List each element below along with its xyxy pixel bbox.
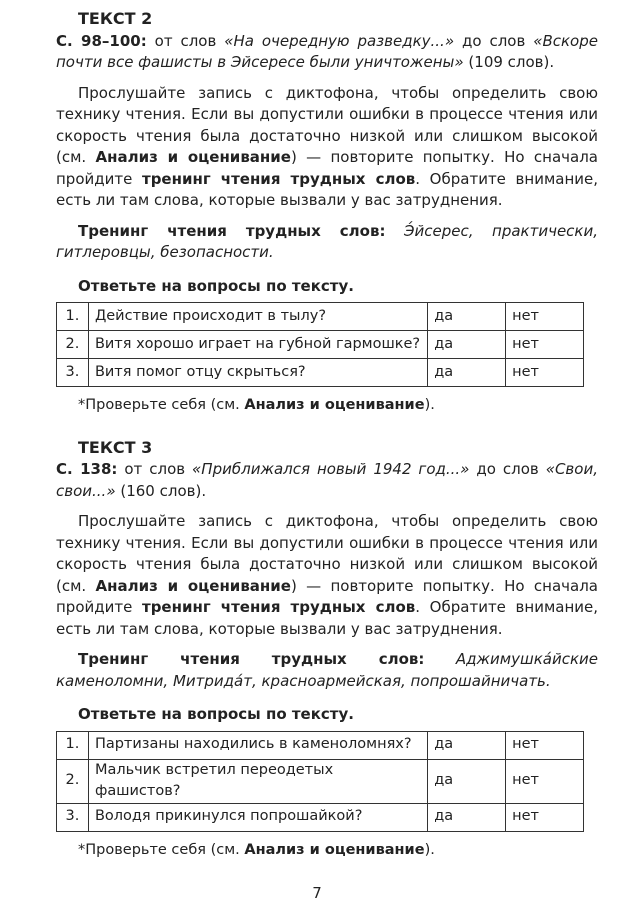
ref-count: (109 слов). (468, 53, 555, 71)
question-number: 3. (57, 803, 89, 831)
question-number: 1. (57, 731, 89, 759)
answer-no[interactable]: нет (506, 803, 584, 831)
question-number: 2. (57, 759, 89, 803)
table-row (57, 359, 584, 387)
para-text: . Обратите внимание, есть ли там слова, которые вызвали у вас затруднения. (56, 169, 599, 209)
check-bold: Анализ и оценивание (244, 841, 425, 858)
para-text: Прослушайте запись с диктофона, чтобы определить свою технику чтения. Если вы допустили ошибки в процессе чтения или скорость чтения была достаточно низкой или слишком высокой (см. (56, 83, 598, 166)
ref-from: от слов (154, 31, 217, 50)
page-number: 7 (312, 884, 322, 902)
question-number: 2. (57, 331, 89, 359)
table-row (57, 303, 584, 331)
ref-end: «Свои, свои...» (56, 460, 598, 500)
para-text: ) — повторите попытку. Но сначала пройдите (56, 576, 598, 616)
answer-no[interactable]: нет (506, 303, 584, 331)
training-label: Тренинг чтения трудных слов: (78, 650, 425, 668)
questions-table (56, 302, 584, 387)
training-label: Тренинг чтения трудных слов: (78, 221, 386, 240)
answer-yes[interactable]: да (428, 303, 506, 331)
section-title: ТЕКСТ 3 (78, 437, 153, 457)
question-text: Володя прикинулся попрошайкой? (88, 803, 427, 831)
ref-to: до слов (462, 31, 526, 50)
ref-from: от слов (124, 460, 186, 478)
check-bold: Анализ и оценивание (244, 397, 425, 413)
check-text: ). (424, 397, 435, 413)
answer-yes[interactable]: да (428, 759, 506, 803)
question-text: Партизаны находились в каменоломнях? (88, 731, 427, 759)
table-row (57, 803, 584, 831)
section-text-2 (56, 8, 598, 417)
ref-page: С. 138: (56, 460, 118, 478)
answer-no[interactable]: нет (506, 359, 584, 387)
answer-yes[interactable]: да (428, 331, 506, 359)
self-check-note (56, 395, 598, 417)
ref-end: «Вскоре почти все фашисты в Эйсересе были уничтожены» (56, 31, 598, 71)
training-list: Э́йсерес, практически, гитлеровцы, безопасности. (56, 221, 598, 261)
para-bold: Анализ и оценивание (95, 148, 291, 166)
ref-count: (160 слов). (120, 481, 207, 500)
section-text-3 (56, 437, 598, 862)
training-words (56, 221, 598, 264)
training-list: Аджимушка́йские каменоломни, Митрида́т, красноармейская, попрошайничать. (56, 650, 598, 690)
table-row (57, 331, 584, 359)
check-text: *Проверьте себя (см. (78, 397, 245, 413)
ref-page: С. 98–100: (56, 31, 147, 50)
section-title: ТЕКСТ 2 (78, 9, 153, 28)
table-row (57, 759, 584, 803)
self-check-note (56, 840, 598, 862)
para-bold: тренинг чтения трудных слов (142, 598, 416, 616)
ref-start: «Приближался новый 1942 год...» (192, 460, 470, 478)
question-number: 3. (57, 359, 89, 387)
section-reference (56, 459, 598, 502)
ref-to: до слов (476, 460, 539, 478)
answer-yes[interactable]: да (428, 803, 506, 831)
training-words (56, 649, 598, 692)
questions-table (56, 731, 584, 832)
question-text: Витя помог отцу скрыться? (88, 359, 427, 387)
answer-yes[interactable]: да (428, 731, 506, 759)
para-bold: тренинг чтения трудных слов (142, 169, 416, 188)
para-text: . Обратите внимание, есть ли там слова, которые вызвали у вас затруднения. (56, 598, 599, 638)
answer-no[interactable]: нет (506, 331, 584, 359)
answer-heading: Ответьте на вопросы по тексту. (78, 705, 354, 723)
check-text: *Проверьте себя (см. (78, 841, 245, 858)
instruction-paragraph (56, 83, 598, 212)
question-number: 1. (57, 303, 89, 331)
question-text: Витя хорошо играет на губной гармошке? (88, 331, 427, 359)
instruction-paragraph (56, 511, 598, 640)
para-bold: Анализ и оценивание (95, 576, 291, 595)
check-text: ). (424, 841, 435, 858)
table-row (57, 731, 584, 759)
answer-no[interactable]: нет (506, 759, 584, 803)
answer-yes[interactable]: да (428, 359, 506, 387)
answer-no[interactable]: нет (506, 731, 584, 759)
question-text: Действие происходит в тылу? (88, 303, 427, 331)
answer-heading: Ответьте на вопросы по тексту. (78, 276, 354, 295)
ref-start: «На очередную разведку...» (224, 31, 455, 50)
para-text: ) — повторите попытку. Но сначала пройдите (56, 148, 598, 188)
section-reference (56, 31, 598, 74)
para-text: Прослушайте запись с диктофона, чтобы определить свою технику чтения. Если вы допустили ошибки в процессе чтения или скорость чтения была достаточно низкой или слишком высокой (см. (56, 512, 598, 595)
question-text: Мальчик встретил переодетых фашистов? (88, 759, 427, 803)
